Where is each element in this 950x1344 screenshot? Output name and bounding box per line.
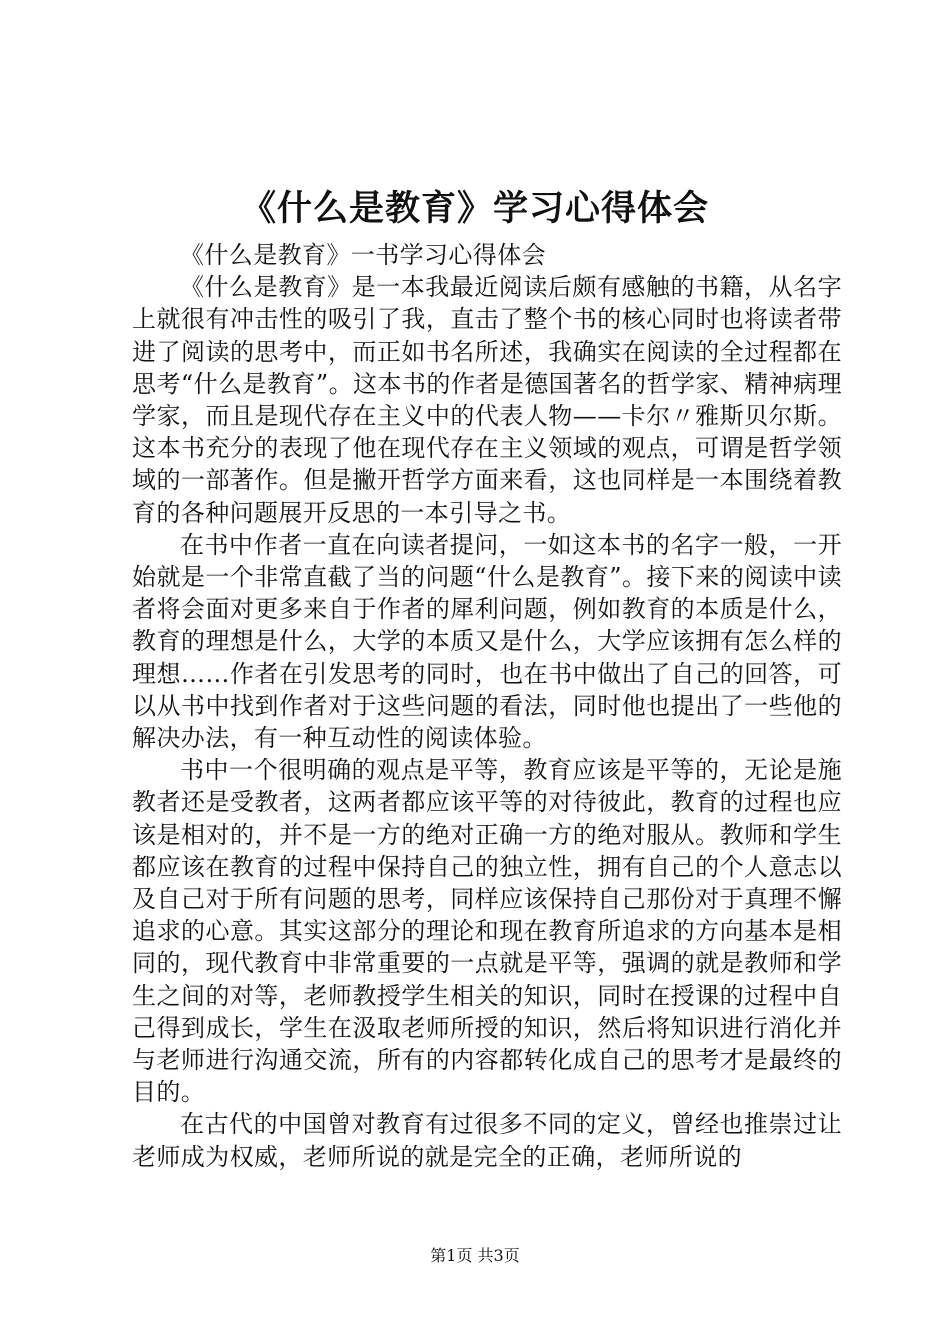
paragraph: 在书中作者一直在向读者提问，一如这本书的名字一般，一开始就是一个非常直截了当的问题“什么是教育”。接下来的阅读中读者将会面对更多来自于作者的犀利问题，例如教育的本质是什么，教育的理想是什么，大学的本质又是什么，大学应该拥有怎么样的理想……作者在引发思考的同时，也在书中做出了自己的回答，可以从书中找到作者对于这些问题的看法，同时他也提出了一些他的解决办法，有一种互动性的阅读体验。 (132, 530, 842, 753)
paragraph: 在古代的中国曾对教育有过很多不同的定义，曾经也推崇过让老师成为权威，老师所说的就是完全的正确，老师所说的 (132, 1110, 842, 1171)
paragraph: 书中一个很明确的观点是平等，教育应该是平等的，无论是施教者还是受教者，这两者都应该平等的对待彼此，教育的过程也应该是相对的，并不是一方的绝对正确一方的绝对服从。教师和学生都应该在教育的过程中保持自己的独立性，拥有自己的个人意志以及自己对于所有问题的思考，同样应该保持自己那份对于真理不懈追求的心意。其实这部分的理论和现在教育所追求的方向基本是相同的，现代教育中非常重要的一点就是平等，强调的就是教师和学生之间的对等，老师教授学生相关的知识，同时在授课的过程中自己得到成长，学生在汲取老师所授的知识，然后将知识进行消化并与老师进行沟通交流，所有的内容都转化成自己的思考才是最终的目的。 (132, 756, 842, 1107)
page-title: 《什么是教育》学习心得体会 (240, 189, 709, 229)
document-body (132, 239, 842, 1173)
page-number-footer: 第1页 共3页 (430, 1246, 520, 1265)
paragraph-subtitle: 《什么是教育》一书学习心得体会 (180, 241, 546, 269)
paragraph: 《什么是教育》是一本我最近阅读后颇有感触的书籍，从名字上就很有冲击性的吸引了我，直击了整个书的核心同时也将读者带进了阅读的思考中，而正如书名所述，我确实在阅读的全过程都在思考“什么是教育”。这本书的作者是德国著名的哲学家、精神病理学家，而且是现代存在主义中的代表人物——卡尔〃雅斯贝尔斯。这本书充分的表现了他在现代存在主义领域的观点，可谓是哲学领域的一部著作。但是撇开哲学方面来看，这也同样是一本围绕着教育的各种问题展开反思的一本引导之书。 (132, 273, 842, 527)
